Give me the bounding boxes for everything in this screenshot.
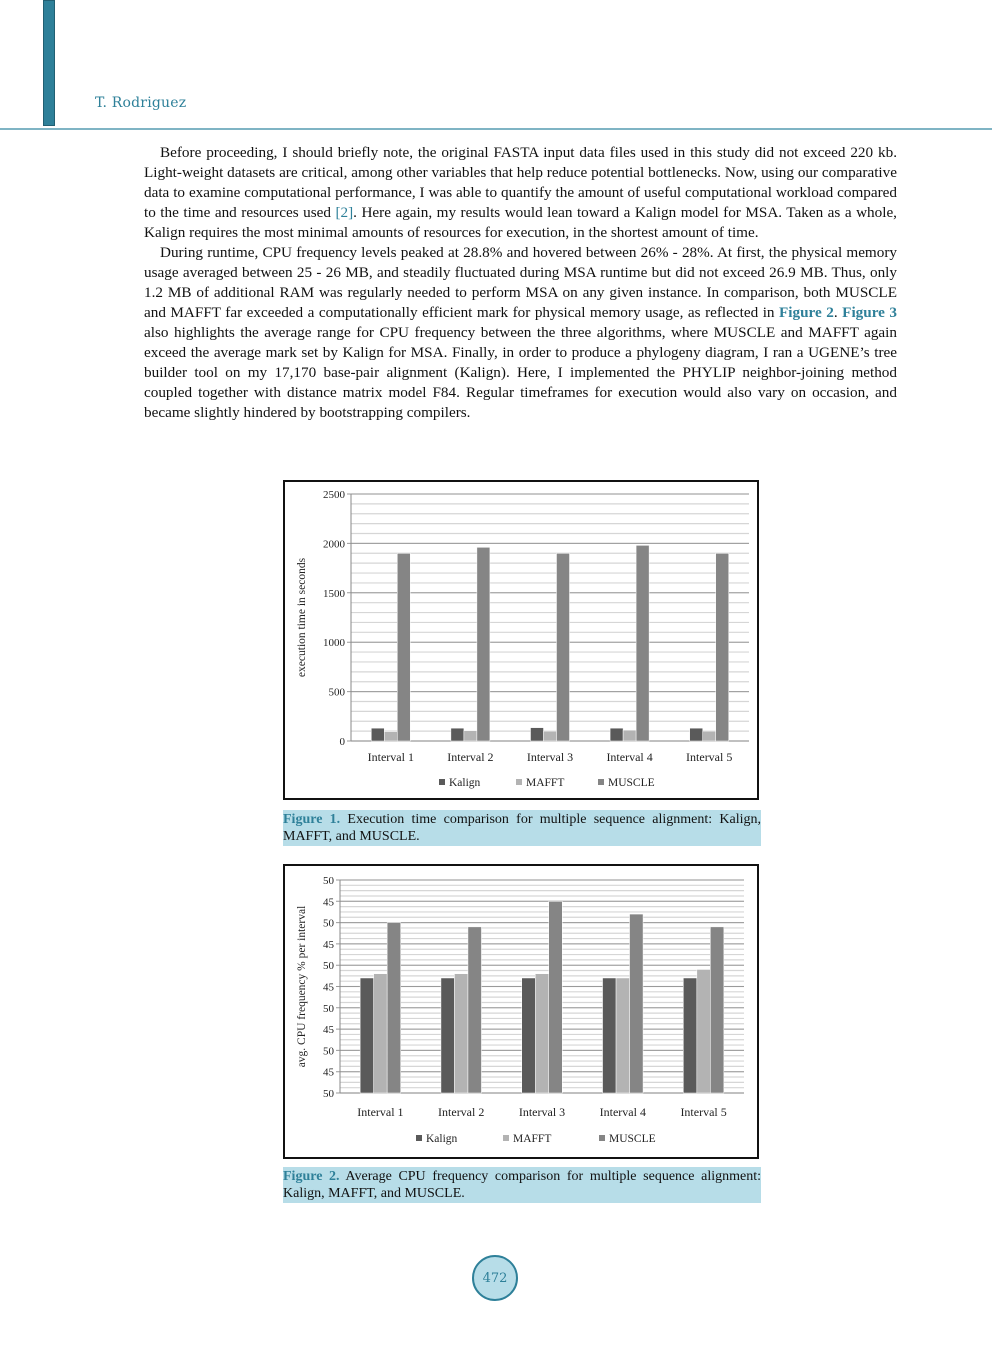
bar-muscle — [636, 545, 649, 741]
y-tick-label: 2500 — [323, 489, 345, 501]
x-category-label: Interval 3 — [526, 750, 574, 764]
bar-kalign — [531, 728, 544, 741]
y-tick-label: 500 — [328, 686, 345, 699]
x-category-label: Interval 5 — [686, 750, 733, 764]
y-tick-label: 50 — [323, 1002, 334, 1015]
figure-1-label: Figure 1. — [283, 812, 341, 827]
bar-kalign — [522, 978, 536, 1093]
legend-label-mafft: MAFFT — [526, 777, 565, 789]
bar-muscle — [716, 553, 729, 741]
y-tick-label: 45 — [323, 1066, 334, 1079]
page-number: 472 — [482, 1270, 508, 1286]
bar-muscle — [477, 547, 490, 741]
bar-kalign — [441, 978, 455, 1093]
bar-muscle — [468, 927, 482, 1093]
citation-link-2[interactable]: [2] — [335, 204, 354, 221]
bar-mafft — [374, 974, 388, 1093]
y-axis-label: avg. CPU frequency % per interval — [296, 905, 308, 1068]
body-text — [144, 143, 897, 423]
y-tick-label: 45 — [323, 938, 334, 951]
legend-label-kalign: Kalign — [426, 1133, 458, 1145]
y-tick-label: 50 — [323, 917, 334, 930]
legend-label-muscle: MUSCLE — [609, 1133, 656, 1145]
bar-kalign — [610, 728, 623, 741]
x-category-label: Interval 1 — [357, 1105, 404, 1119]
legend-swatch-kalign — [439, 779, 445, 785]
figure-2-caption-text: Average CPU frequency comparison for multiple sequence alignment: Kalign, MAFFT, and MUSCLE. — [283, 1169, 761, 1201]
y-tick-label: 50 — [323, 1088, 334, 1100]
legend-swatch-muscle — [598, 779, 604, 785]
figure-1-chart — [283, 480, 759, 800]
running-head-author: T. Rodriguez — [95, 95, 187, 111]
legend-swatch-mafft — [503, 1135, 509, 1141]
bar-kalign — [371, 728, 384, 741]
legend-swatch-muscle — [599, 1135, 605, 1141]
paragraph-1-text: Before proceeding, I should briefly note, the original FASTA input data files used in this study did not exceed 220 kb. Light-weight datasets are critical, among other variables that help reduce potential bottlenecks. Now, using our comparative data to examine computational performance, I was able to quantify the amount of useful computational workload compared to the time and resources used — [144, 144, 897, 221]
legend-swatch-kalign — [416, 1135, 422, 1141]
figure-1-svg — [285, 482, 757, 798]
x-category-label: Interval 1 — [367, 750, 414, 764]
x-category-label: Interval 4 — [599, 1105, 646, 1119]
bar-kalign — [451, 728, 464, 741]
bar-mafft — [535, 974, 549, 1093]
y-tick-label: 1000 — [323, 637, 345, 650]
y-tick-label: 50 — [323, 875, 334, 887]
bar-kalign — [690, 728, 703, 741]
figure-1-caption — [283, 810, 761, 846]
bar-mafft — [464, 731, 477, 741]
figure-2-label: Figure 2. — [283, 1169, 340, 1184]
x-category-label: Interval 3 — [518, 1105, 566, 1119]
legend-label-muscle: MUSCLE — [608, 777, 655, 789]
y-tick-label: 2000 — [323, 538, 345, 551]
bar-mafft — [454, 974, 468, 1093]
figure-3-link[interactable]: Figure 3 — [842, 304, 898, 321]
x-category-label: Interval 5 — [680, 1105, 727, 1119]
bar-mafft — [384, 732, 397, 741]
y-tick-label: 45 — [323, 1024, 334, 1037]
bar-muscle — [397, 553, 410, 741]
y-tick-label: 50 — [323, 1045, 334, 1058]
bar-muscle — [630, 914, 644, 1093]
x-category-label: Interval 2 — [447, 750, 494, 764]
header-accent-bar — [43, 0, 55, 126]
figure-1-caption-text: Execution time comparison for multiple sequence alignment: Kalign, MAFFT, and MUSCLE. — [283, 812, 761, 844]
figure-2-link[interactable]: Figure 2 — [779, 304, 834, 321]
paragraph-1-text-end: . Here again, my results would lean toward a Kalign model for MSA. Taken as a whole, Kalign requires the most minimal amounts of resources for execution, in the shortest amount of time. — [144, 204, 897, 241]
bar-muscle — [549, 901, 563, 1093]
y-tick-label: 45 — [323, 981, 334, 994]
bar-muscle — [557, 553, 570, 741]
legend-label-kalign: Kalign — [449, 777, 481, 789]
x-category-label: Interval 2 — [438, 1105, 485, 1119]
bar-kalign — [360, 978, 374, 1093]
bar-mafft — [544, 731, 557, 741]
figure-2-svg — [285, 866, 757, 1157]
paragraph-1 — [144, 143, 897, 243]
bar-mafft — [697, 969, 711, 1093]
y-tick-label: 50 — [323, 960, 334, 973]
y-tick-label: 45 — [323, 896, 334, 909]
bar-mafft — [623, 730, 636, 741]
bar-mafft — [616, 978, 630, 1093]
bar-kalign — [683, 978, 697, 1093]
y-axis-label: execution time in seconds — [296, 557, 308, 678]
figure-2-chart — [283, 864, 759, 1159]
header-divider — [0, 128, 992, 130]
legend-swatch-mafft — [516, 779, 522, 785]
page-number-badge — [472, 1255, 518, 1301]
paragraph-2-text-end: also highlights the average range for CPU frequency between the three algorithms, where MUSCLE and MAFFT again exceed the average mark set by Kalign for MSA. Finally, in order to produce a phylogeny diagram, I ran a UGENE’s tree builder tool on my 17,170 base-pair alignment (Kalign). Here, I implemented the PHYLIP neighbor-joining method coupled together with distance matrix model F84. Regular timeframes for execution would also vary on occasion, and became slightly hindered by bootstrapping compilers. — [144, 324, 897, 421]
paragraph-2-sep: . — [833, 304, 843, 321]
figure-2-caption — [283, 1167, 761, 1203]
legend-label-mafft: MAFFT — [513, 1133, 552, 1145]
bar-kalign — [603, 978, 617, 1093]
paragraph-2-text: During runtime, CPU frequency levels peaked at 28.8% and hovered between 26% - 28%. At first, the physical memory usage averaged between 25 - 26 MB, and steadily fluctuated during MSA runtime but did not exceed 26.9 MB. Thus, only 1.2 MB of additional RAM was regularly needed to perform MSA on any given instance. In comparison, both MUSCLE and MAFFT far exceeded a computationally efficient mark for physical memory usage, as reflected in — [144, 244, 897, 321]
x-category-label: Interval 4 — [606, 750, 653, 764]
bar-muscle — [387, 923, 401, 1093]
bar-mafft — [703, 731, 716, 741]
bar-muscle — [710, 927, 724, 1093]
y-tick-label: 0 — [339, 736, 345, 748]
y-tick-label: 1500 — [323, 587, 345, 600]
paragraph-2 — [144, 243, 897, 423]
